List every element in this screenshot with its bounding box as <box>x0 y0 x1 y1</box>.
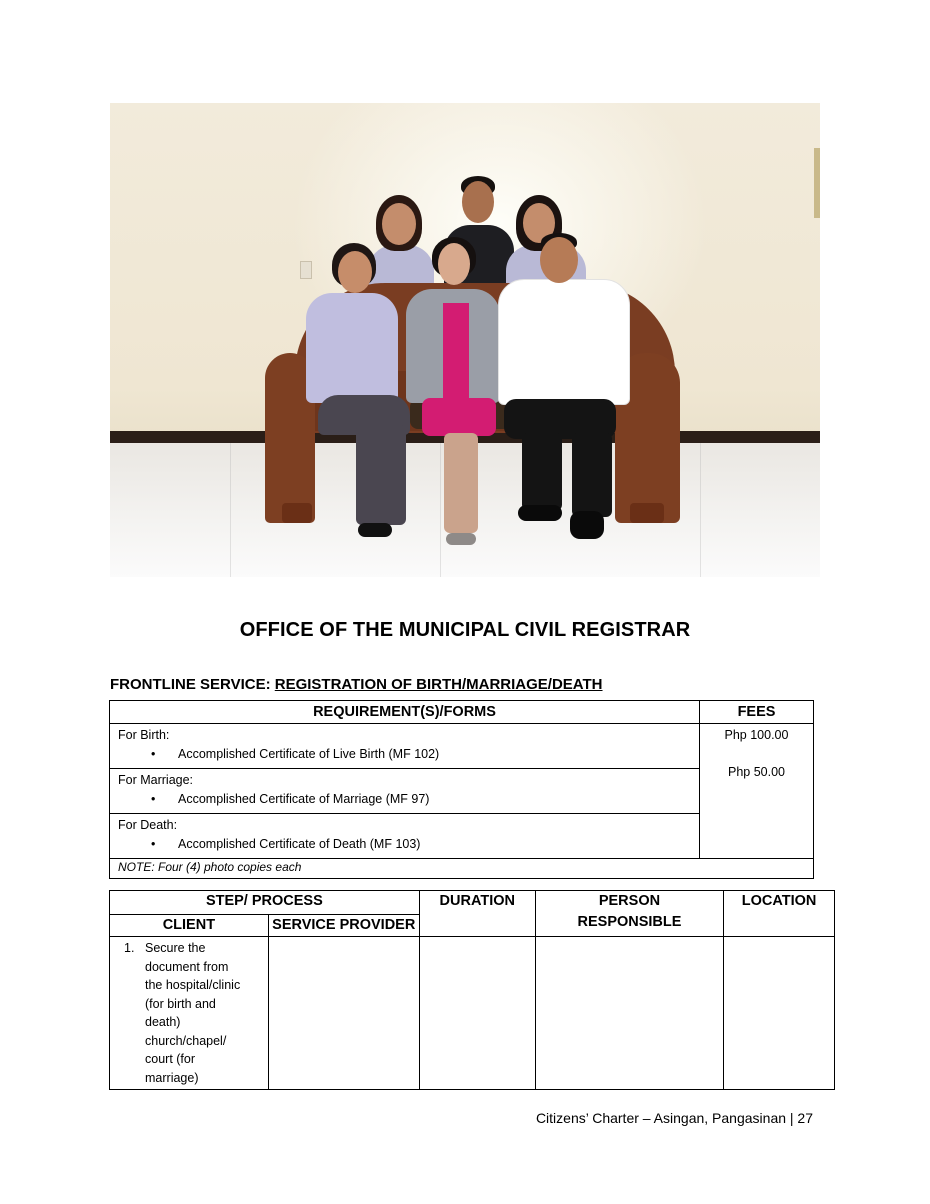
sofa-leg <box>282 503 312 523</box>
page-title: OFFICE OF THE MUNICIPAL CIVIL REGISTRAR <box>239 619 691 641</box>
fee-value: Php 50.00 <box>728 765 785 779</box>
step-duration-cell <box>419 937 535 1090</box>
floor-tile-line <box>700 438 701 577</box>
requirement-birth <box>110 724 700 769</box>
step-client-cell <box>110 937 269 1090</box>
requirement-category: For Death: <box>118 818 178 832</box>
requirement-marriage <box>110 769 700 814</box>
frontline-label: FRONTLINE SERVICE: <box>110 676 271 693</box>
requirements-header: REQUIREMENT(S)/FORMS <box>110 701 700 724</box>
service-provider-header: SERVICE PROVIDER <box>268 915 419 937</box>
sofa-leg <box>630 503 664 523</box>
step-person-cell <box>535 937 723 1090</box>
group-photo <box>110 103 820 577</box>
step-location-cell <box>724 937 835 1090</box>
step-client-text: Secure the document from the hospital/clinic (for birth and death) church/chapel/ court (for marriage) <box>145 941 241 1085</box>
requirement-death <box>110 814 700 859</box>
fee-value: Php 100.00 <box>724 728 789 742</box>
step-process-header: STEP/ PROCESS <box>110 891 420 915</box>
fees-cell <box>700 724 814 859</box>
step-provider-cell <box>268 937 419 1090</box>
requirement-item: • Accomplished Certificate of Death (MF 103) <box>118 834 691 854</box>
fees-header: FEES <box>700 701 814 724</box>
wall-frame <box>814 148 820 218</box>
requirements-table <box>109 700 814 879</box>
client-header: CLIENT <box>110 915 269 937</box>
requirements-note: NOTE: Four (4) photo copies each <box>110 859 814 879</box>
page-footer: Citizens’ Charter – Asingan, Pangasinan | 27 <box>535 1110 813 1126</box>
location-header: LOCATION <box>724 891 835 937</box>
duration-header: DURATION <box>419 891 535 937</box>
light-switch <box>300 261 312 279</box>
floor-tile-line <box>230 438 231 577</box>
frontline-service-line <box>110 676 603 693</box>
floor-tile-line <box>440 438 441 577</box>
requirement-item: • Accomplished Certificate of Live Birth (MF 102) <box>118 744 691 764</box>
process-table <box>109 890 835 1090</box>
frontline-service-name: REGISTRATION OF BIRTH/MARRIAGE/DEATH <box>274 676 603 693</box>
step-number: 1. <box>124 941 135 955</box>
person-responsible-header: PERSON RESPONSIBLE <box>535 891 723 937</box>
requirement-category: For Marriage: <box>118 773 194 787</box>
requirement-item: • Accomplished Certificate of Marriage (MF 97) <box>118 789 691 809</box>
requirement-category: For Birth: <box>118 728 170 742</box>
